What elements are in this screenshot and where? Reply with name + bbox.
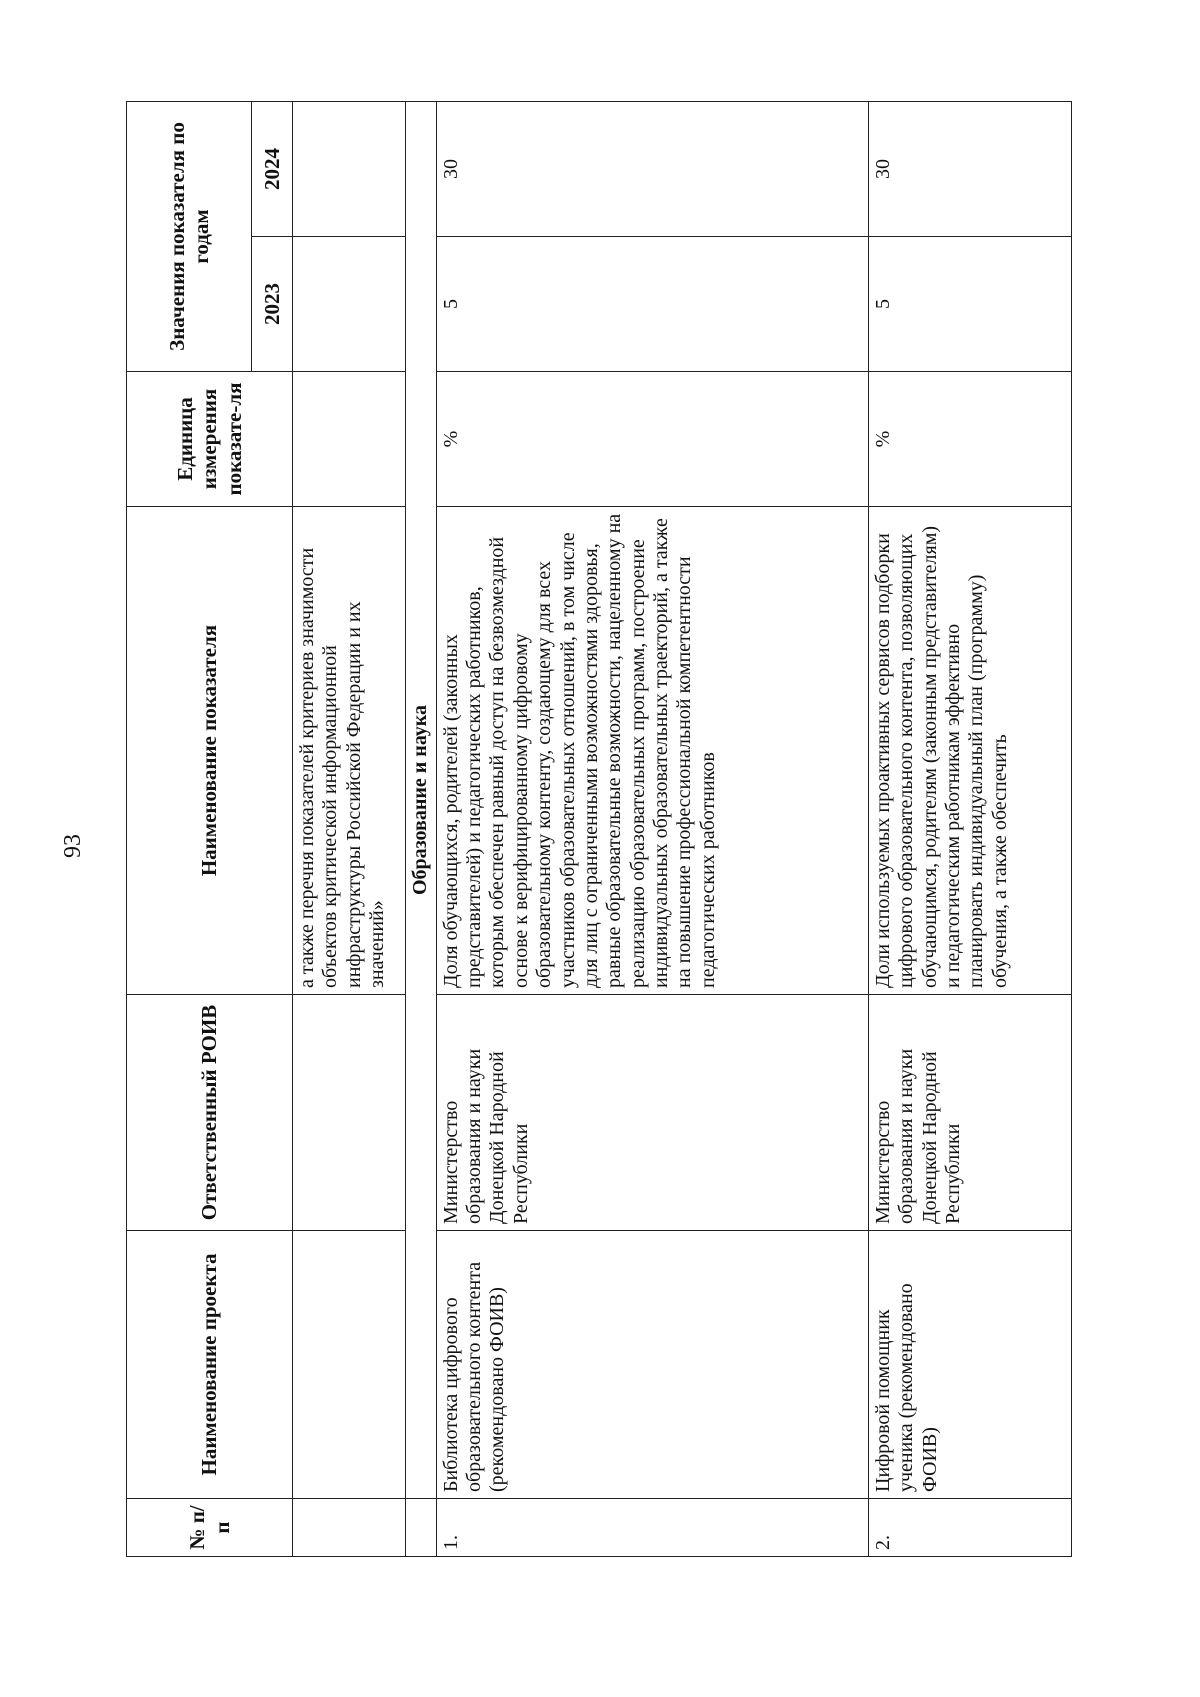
header-roiv: Ответственный РОИВ xyxy=(127,995,293,1231)
cont-roiv-cell xyxy=(293,995,406,1231)
value-2023: 5 xyxy=(868,237,1071,372)
section-title: Образование и наука xyxy=(406,102,436,1499)
header-year-2024: 2024 xyxy=(252,102,293,237)
rotated-table-wrapper xyxy=(126,102,1072,1557)
header-num: № п/п xyxy=(127,1499,293,1557)
cont-unit-cell xyxy=(293,372,406,507)
indicator-name: Доли используемых проактивных сервисов подборки цифрового образовательного контента, позволяющих обучающимся, родителям (законным представителям) и педагогическим работникам эффективно планировать индивидуальный план (программу) обучения, а также обеспечить xyxy=(871,525,1011,988)
header-project: Наименование проекта xyxy=(127,1231,293,1499)
row-number: 2. xyxy=(868,1499,1071,1557)
responsible-roiv: Министерство образования и науки Донецкой Народной Республики xyxy=(868,995,1071,1231)
indicators-table xyxy=(126,101,1072,1557)
header-unit: Единица измерения показате-ля xyxy=(127,372,293,507)
unit-value: % xyxy=(868,372,1071,507)
cont-num-cell xyxy=(293,1499,406,1557)
cont-2024-cell xyxy=(293,102,406,237)
row-number: 1. xyxy=(436,1499,868,1557)
value-2024: 30 xyxy=(868,102,1071,237)
table-row-continuation xyxy=(293,102,406,1557)
table-row xyxy=(868,102,1071,1557)
cont-2023-cell xyxy=(293,237,406,372)
cont-project-cell xyxy=(293,1231,406,1499)
header-year-2023: 2023 xyxy=(252,237,293,372)
value-2023: 5 xyxy=(436,237,868,372)
section-row xyxy=(406,102,436,1557)
value-2024: 30 xyxy=(436,102,868,237)
indicator-cell xyxy=(868,507,1071,995)
project-name: Библиотека цифрового образовательного контента (рекомендовано ФОИВ) xyxy=(436,1231,868,1499)
header-values: Значения показателя по годам xyxy=(127,102,252,372)
indicator-name: Доля обучающихся, родителей (законных представителей) и педагогических работников, которым обеспечен равный доступ на безвозмездной основе к верифицированному цифровому образовательному контенту, создающему для всех участников образовательных отношений, в том числе для лиц с ограниченными возможностями здоровья, равные образовательные возможности, нацеленному на реализацию образовательных программ, построение индивидуальных образовательных траекторий, а также на повышение профессиональной компетентности педагогических работников xyxy=(436,507,868,995)
header-indicator: Наименование показателя xyxy=(127,507,293,995)
cont-indicator-cell: а также перечня показателей критериев значимости объектов критической информационной инфраструктуры Российской Федерации и их значений» xyxy=(293,507,406,995)
responsible-roiv: Министерство образования и науки Донецкой Народной Республики xyxy=(436,995,868,1231)
table-header-row xyxy=(127,102,252,1557)
section-num-cell xyxy=(406,1499,436,1557)
table-row xyxy=(436,102,868,1557)
project-name: Цифровой помощник ученика (рекомендовано ФОИВ) xyxy=(868,1231,1071,1499)
page-number: 93 xyxy=(60,834,86,858)
unit-value: % xyxy=(436,372,868,507)
